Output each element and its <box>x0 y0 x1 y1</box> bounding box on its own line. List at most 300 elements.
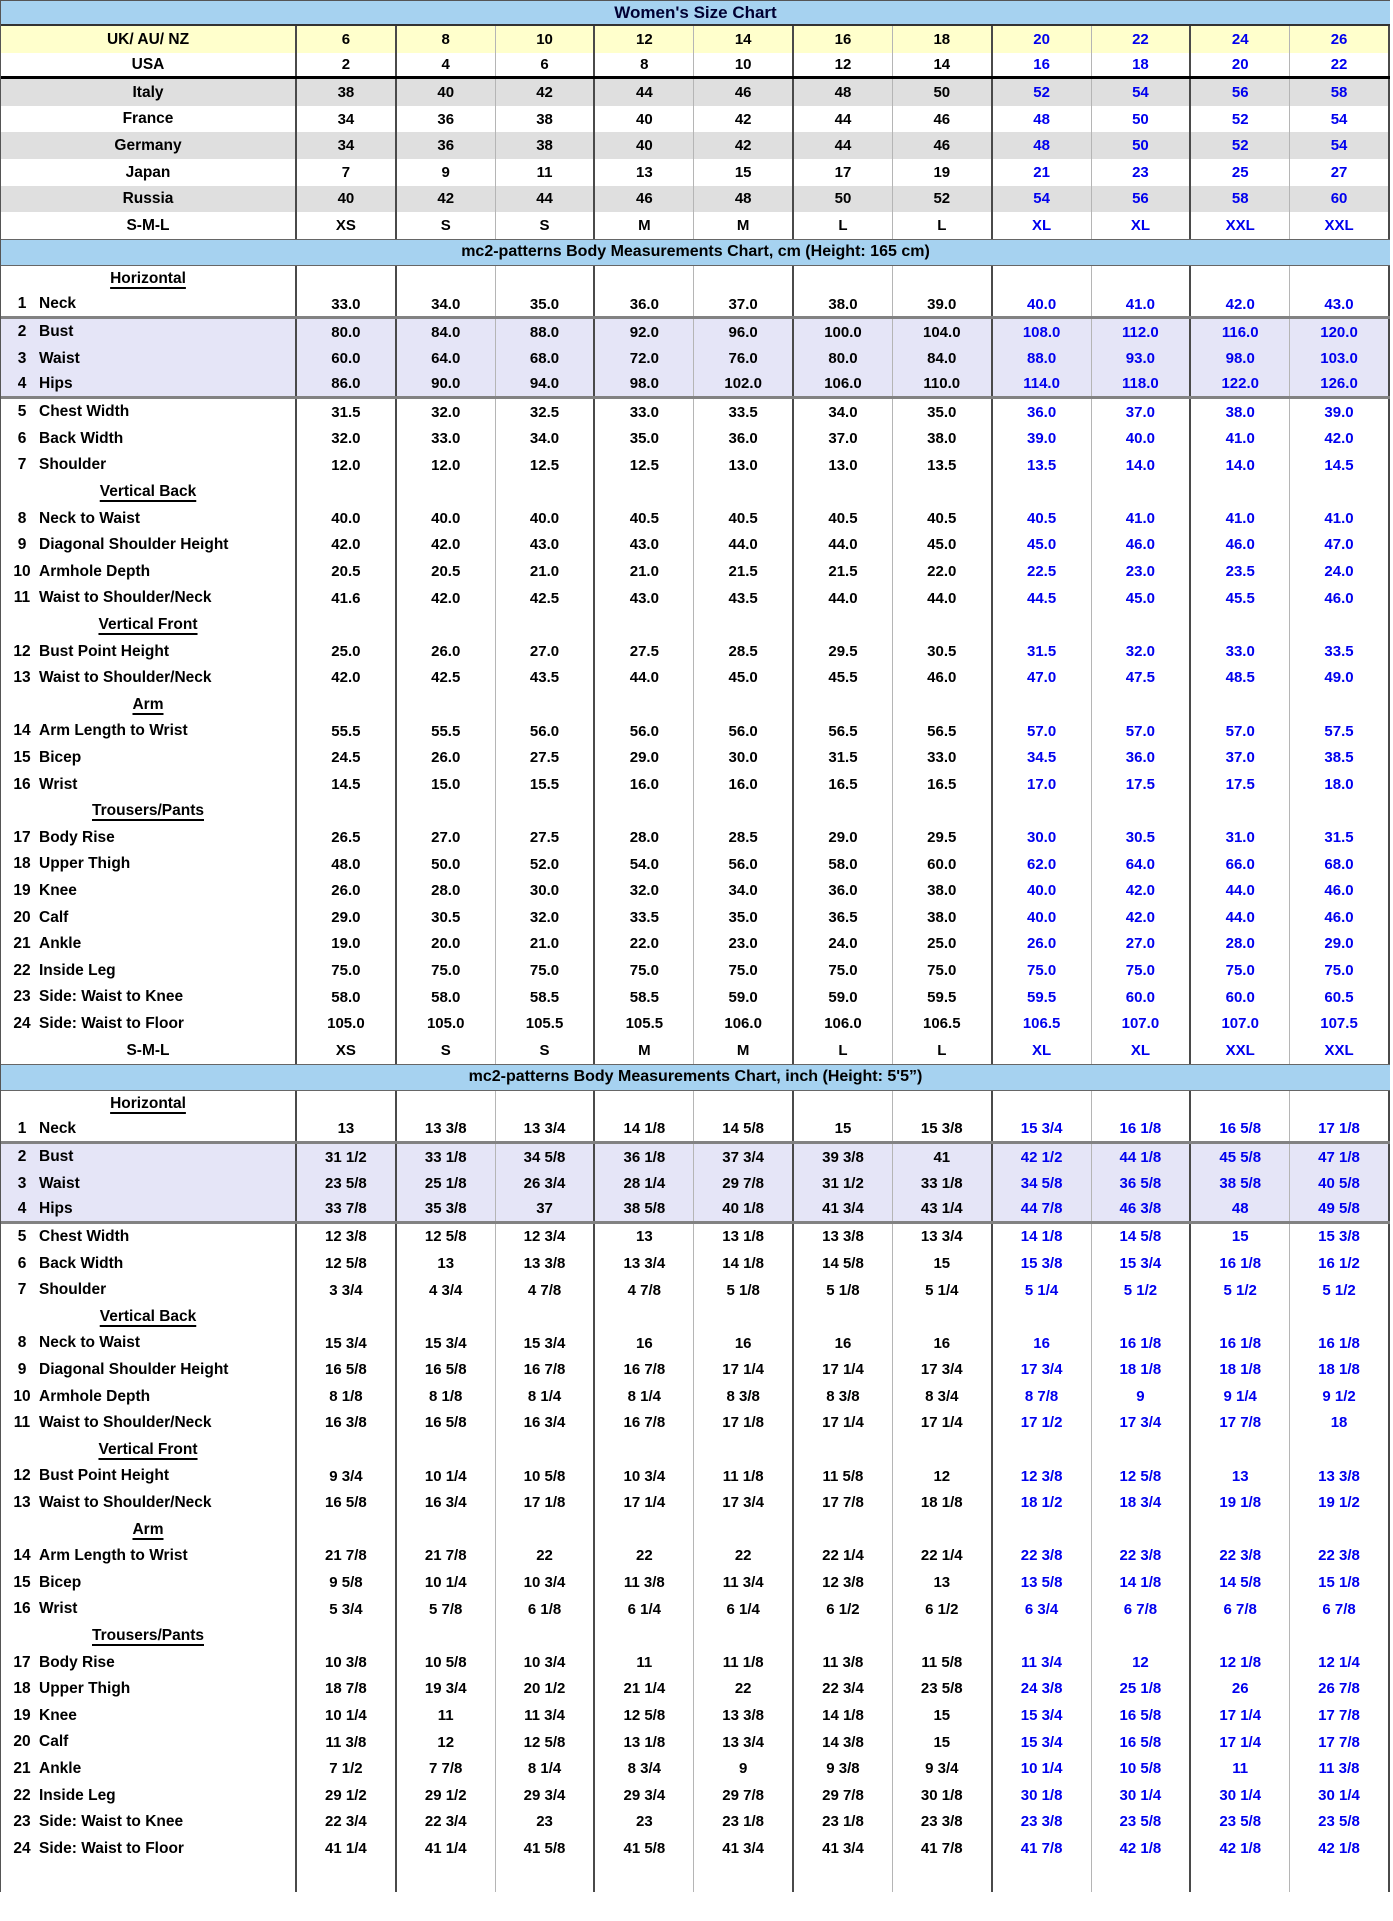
value-cell: 11 3/8 <box>1290 1755 1390 1782</box>
value-cell: 46 <box>694 79 794 106</box>
value-cell: 44.0 <box>794 532 893 559</box>
value-cell: 13 <box>595 159 694 186</box>
value-cell: 19 <box>893 159 993 186</box>
value-cell: 20 <box>993 26 1092 53</box>
value-cell: 46.0 <box>1092 532 1192 559</box>
row-label-cell <box>1 1010 297 1037</box>
row-label: Inside Leg <box>39 961 116 979</box>
value-cell: 42 <box>694 106 794 133</box>
table-row <box>1 798 1390 825</box>
row-label: Side: Waist to Floor <box>39 1839 184 1857</box>
row-number: 3 <box>17 1174 27 1192</box>
value-cell: 29.5 <box>794 638 893 665</box>
value-cell: 40.5 <box>794 505 893 532</box>
table-row <box>1 771 1390 798</box>
inch-measurements-section <box>1 1091 1390 1892</box>
value-cell <box>595 1622 694 1649</box>
value-cell: 23 <box>595 1809 694 1836</box>
value-cell: 25 1/8 <box>397 1170 496 1197</box>
value-cell: 44.0 <box>1191 877 1290 904</box>
value-cell: 13 5/8 <box>993 1569 1092 1596</box>
cm-chart-header: mc2-patterns Body Measurements Chart, cm (Height: 165 cm) <box>1 239 1390 266</box>
value-cell: 43.0 <box>595 532 694 559</box>
value-cell: 56.0 <box>694 851 794 878</box>
value-cell: 15 <box>794 1117 893 1141</box>
value-cell: 14.0 <box>1191 452 1290 479</box>
value-cell: 13.5 <box>893 452 993 479</box>
value-cell: 106.5 <box>893 1010 993 1037</box>
row-label-cell <box>1 212 297 239</box>
value-cell: 40.0 <box>1092 425 1192 452</box>
value-cell: 40.0 <box>397 505 496 532</box>
section-label-cell <box>1 691 297 718</box>
value-cell: 55.5 <box>297 718 397 745</box>
value-cell: 33.5 <box>1290 638 1390 665</box>
value-cell: 37.0 <box>694 292 794 316</box>
value-cell: 12 5/8 <box>595 1702 694 1729</box>
value-cell: 27.0 <box>397 824 496 851</box>
value-cell: 15 <box>893 1729 993 1756</box>
value-cell: 16 5/8 <box>1191 1117 1290 1141</box>
value-cell <box>794 479 893 506</box>
value-cell: 17 7/8 <box>1290 1702 1390 1729</box>
value-cell: 38 5/8 <box>595 1197 694 1221</box>
value-cell: 33.0 <box>1191 638 1290 665</box>
value-cell <box>694 1516 794 1543</box>
table-row <box>1 53 1390 80</box>
value-cell <box>694 611 794 638</box>
row-label: Diagonal Shoulder Height <box>39 536 229 554</box>
value-cell: 57.0 <box>1191 718 1290 745</box>
value-cell: 14 1/8 <box>694 1250 794 1277</box>
row-label: Waist <box>39 1174 80 1192</box>
value-cell: XL <box>993 212 1092 239</box>
value-cell: 46 <box>893 106 993 133</box>
value-cell: 35.0 <box>893 399 993 426</box>
value-cell: 46.0 <box>893 665 993 692</box>
table-row <box>1 1144 1390 1171</box>
value-cell <box>397 479 496 506</box>
value-cell <box>993 691 1092 718</box>
value-cell: 75.0 <box>794 957 893 984</box>
value-cell: 29 3/4 <box>595 1782 694 1809</box>
row-label: Ankle <box>39 935 82 953</box>
value-cell: 88.0 <box>993 346 1092 373</box>
row-label-cell <box>1 638 297 665</box>
table-row <box>1 585 1390 612</box>
value-cell: XXL <box>1191 1037 1290 1064</box>
value-cell: 11 <box>595 1649 694 1676</box>
value-cell: 98.0 <box>595 372 694 396</box>
value-cell: 16 5/8 <box>297 1357 397 1384</box>
value-cell: 35.0 <box>694 904 794 931</box>
value-cell: 12 <box>397 1729 496 1756</box>
value-cell <box>1191 611 1290 638</box>
section-label-cell <box>1 266 297 293</box>
section-label: Vertical Front <box>98 1440 198 1458</box>
row-number: 2 <box>17 323 27 341</box>
table-row <box>1 212 1390 239</box>
value-cell: 21 1/4 <box>595 1676 694 1703</box>
value-cell: 16 3/4 <box>496 1410 596 1437</box>
value-cell: 94.0 <box>496 372 596 396</box>
value-cell: 29.0 <box>1290 931 1390 958</box>
value-cell: 36.0 <box>794 877 893 904</box>
section-label: Arm <box>132 695 164 713</box>
row-label: Germany <box>114 136 182 154</box>
row-label: USA <box>131 55 165 73</box>
value-cell <box>1290 1091 1390 1118</box>
value-cell: 50.0 <box>397 851 496 878</box>
value-cell: 118.0 <box>1092 372 1192 396</box>
value-cell: 21 7/8 <box>397 1543 496 1570</box>
value-cell: 58.5 <box>496 984 596 1011</box>
value-cell: 58 <box>1290 79 1390 106</box>
row-label: Body Rise <box>39 1653 115 1671</box>
value-cell: 28.5 <box>694 824 794 851</box>
value-cell: 13.0 <box>794 452 893 479</box>
value-cell: 25.0 <box>893 931 993 958</box>
value-cell <box>794 798 893 825</box>
value-cell <box>297 1516 397 1543</box>
value-cell <box>496 798 596 825</box>
value-cell <box>297 1091 397 1118</box>
value-cell: 9 3/4 <box>893 1755 993 1782</box>
value-cell: 14 1/8 <box>794 1702 893 1729</box>
value-cell: 23 <box>496 1809 596 1836</box>
value-cell: 13 3/4 <box>893 1224 993 1251</box>
section-label-cell <box>1 1091 297 1118</box>
value-cell <box>794 1516 893 1543</box>
value-cell: 41.0 <box>1092 292 1192 316</box>
value-cell: 5 1/2 <box>1092 1277 1192 1304</box>
value-cell <box>893 1303 993 1330</box>
value-cell: 37.0 <box>794 425 893 452</box>
value-cell: 21.5 <box>794 558 893 585</box>
value-cell: 34.0 <box>794 399 893 426</box>
table-row <box>1 1117 1390 1144</box>
table-row <box>1 346 1390 373</box>
row-label: Waist to Shoulder/Neck <box>39 589 212 607</box>
value-cell <box>1290 691 1390 718</box>
value-cell <box>595 479 694 506</box>
value-cell: 17 1/4 <box>794 1357 893 1384</box>
value-cell: 12.0 <box>297 452 397 479</box>
table-row <box>1 479 1390 506</box>
value-cell: 26.5 <box>297 824 397 851</box>
value-cell <box>993 611 1092 638</box>
row-label-cell <box>1 931 297 958</box>
value-cell <box>1191 479 1290 506</box>
value-cell: 60.5 <box>1290 984 1390 1011</box>
value-cell: 80.0 <box>297 319 397 346</box>
value-cell: 15 3/8 <box>1290 1224 1390 1251</box>
value-cell: 10 3/4 <box>496 1569 596 1596</box>
value-cell: 108.0 <box>993 319 1092 346</box>
value-cell <box>297 266 397 293</box>
value-cell: 8 1/4 <box>496 1383 596 1410</box>
value-cell <box>1191 1622 1290 1649</box>
value-cell: 34.0 <box>694 877 794 904</box>
value-cell: 33.5 <box>595 904 694 931</box>
value-cell: 13 3/8 <box>794 1224 893 1251</box>
value-cell <box>1191 1303 1290 1330</box>
row-label: Neck <box>39 1120 77 1138</box>
value-cell <box>1092 1091 1192 1118</box>
row-label-cell <box>1 132 297 159</box>
value-cell: 59.0 <box>694 984 794 1011</box>
value-cell: 23 1/8 <box>694 1809 794 1836</box>
row-label: Wrist <box>39 1600 78 1618</box>
value-cell: 5 1/2 <box>1191 1277 1290 1304</box>
row-label-cell <box>1 399 297 426</box>
row-number: 19 <box>13 1706 31 1724</box>
value-cell: 15 3/4 <box>1092 1250 1192 1277</box>
value-cell: 57.0 <box>1092 718 1192 745</box>
row-label: Waist to Shoulder/Neck <box>39 669 212 687</box>
value-cell: 29 3/4 <box>496 1782 596 1809</box>
value-cell: 5 1/4 <box>893 1277 993 1304</box>
value-cell: 15 3/4 <box>993 1729 1092 1756</box>
row-label: Bicep <box>39 1573 82 1591</box>
value-cell: 12 3/8 <box>993 1463 1092 1490</box>
value-cell: 16 1/8 <box>1092 1330 1192 1357</box>
value-cell <box>1290 479 1390 506</box>
value-cell: 18 <box>1092 53 1192 77</box>
value-cell: 15 3/4 <box>993 1702 1092 1729</box>
value-cell: 29.0 <box>595 744 694 771</box>
value-cell: 41.0 <box>1092 505 1192 532</box>
section-label: Vertical Front <box>98 616 198 634</box>
row-number: 4 <box>17 1199 27 1217</box>
value-cell: 47.0 <box>993 665 1092 692</box>
section-label: Arm <box>132 1520 164 1538</box>
row-number: 5 <box>17 1228 27 1246</box>
value-cell: 37 <box>496 1197 596 1221</box>
value-cell <box>1290 1436 1390 1463</box>
value-cell: 17 1/2 <box>993 1410 1092 1437</box>
value-cell: 54 <box>1290 132 1390 159</box>
row-label: Knee <box>39 881 77 899</box>
row-label: Russia <box>122 190 174 208</box>
value-cell <box>893 691 993 718</box>
table-row <box>1 1516 1390 1543</box>
row-number: 18 <box>13 1680 31 1698</box>
value-cell <box>794 266 893 293</box>
value-cell: 36.0 <box>694 425 794 452</box>
value-cell: L <box>893 212 993 239</box>
value-cell <box>297 1862 397 1892</box>
value-cell: 45 5/8 <box>1191 1144 1290 1171</box>
value-cell: 21 <box>993 159 1092 186</box>
value-cell: 21.0 <box>595 558 694 585</box>
table-row <box>1 665 1390 692</box>
value-cell: 75.0 <box>1191 957 1290 984</box>
row-label: Arm Length to Wrist <box>39 722 188 740</box>
value-cell: 22 3/4 <box>297 1809 397 1836</box>
value-cell: 29 7/8 <box>694 1782 794 1809</box>
value-cell <box>297 611 397 638</box>
value-cell: 24.0 <box>1290 558 1390 585</box>
value-cell: 42.5 <box>397 665 496 692</box>
value-cell <box>397 1516 496 1543</box>
value-cell: 40.5 <box>595 505 694 532</box>
value-cell: 60.0 <box>297 346 397 373</box>
value-cell: 24.0 <box>794 931 893 958</box>
value-cell: 29 1/2 <box>297 1782 397 1809</box>
value-cell: 38 5/8 <box>1191 1170 1290 1197</box>
value-cell: 27.0 <box>496 638 596 665</box>
value-cell: 80.0 <box>794 346 893 373</box>
value-cell: 62.0 <box>993 851 1092 878</box>
value-cell: 38.0 <box>1191 399 1290 426</box>
value-cell: 6 7/8 <box>1290 1596 1390 1623</box>
row-number: 8 <box>17 509 27 527</box>
row-label-cell <box>1 346 297 373</box>
value-cell: 43 1/4 <box>893 1197 993 1221</box>
value-cell: 22.5 <box>993 558 1092 585</box>
value-cell: 19 1/8 <box>1191 1489 1290 1516</box>
value-cell: 16 5/8 <box>397 1357 496 1384</box>
row-number: 20 <box>13 908 31 926</box>
value-cell: 105.0 <box>297 1010 397 1037</box>
value-cell: 56 <box>1092 186 1192 213</box>
value-cell: 16 <box>595 1330 694 1357</box>
value-cell <box>1092 691 1192 718</box>
value-cell <box>496 1862 596 1892</box>
value-cell: 22 <box>694 1543 794 1570</box>
value-cell: 36.0 <box>595 292 694 316</box>
row-number: 21 <box>13 1759 31 1777</box>
value-cell: 44.0 <box>1191 904 1290 931</box>
value-cell <box>595 1091 694 1118</box>
value-cell: 10 5/8 <box>397 1649 496 1676</box>
value-cell: L <box>794 1037 893 1064</box>
value-cell: 75.0 <box>694 957 794 984</box>
value-cell: 40 <box>397 79 496 106</box>
value-cell: 23 <box>1092 159 1192 186</box>
row-label-cell <box>1 1835 297 1862</box>
row-number: 10 <box>13 562 31 580</box>
row-number: 12 <box>13 642 31 660</box>
value-cell: 18 1/8 <box>1290 1357 1390 1384</box>
value-cell: 44 <box>595 79 694 106</box>
table-row <box>1 132 1390 159</box>
value-cell: 2 <box>297 53 397 77</box>
value-cell <box>1092 1516 1192 1543</box>
value-cell: 96.0 <box>694 319 794 346</box>
value-cell: 15 1/8 <box>1290 1569 1390 1596</box>
value-cell: 50 <box>1092 132 1192 159</box>
value-cell: 22.0 <box>893 558 993 585</box>
value-cell: 9 5/8 <box>297 1569 397 1596</box>
row-number: 4 <box>17 375 27 393</box>
row-label: Hips <box>39 375 73 393</box>
value-cell: 75.0 <box>297 957 397 984</box>
value-cell: 68.0 <box>496 346 596 373</box>
value-cell: 14 1/8 <box>595 1117 694 1141</box>
value-cell: 42.0 <box>397 585 496 612</box>
value-cell: 106.5 <box>993 1010 1092 1037</box>
row-number: 16 <box>13 1600 31 1618</box>
value-cell: S <box>397 1037 496 1064</box>
row-number: 15 <box>13 748 31 766</box>
value-cell: 20.5 <box>397 558 496 585</box>
value-cell: 6 <box>297 26 397 53</box>
value-cell: 27.5 <box>496 824 596 851</box>
value-cell: 42.0 <box>1191 292 1290 316</box>
table-row <box>1 851 1390 878</box>
row-number: 7 <box>17 1281 27 1299</box>
table-row <box>1 425 1390 452</box>
value-cell: 12 5/8 <box>496 1729 596 1756</box>
value-cell <box>1092 1862 1192 1892</box>
value-cell: 31.5 <box>1290 824 1390 851</box>
row-label-cell <box>1 106 297 133</box>
row-label: Bust Point Height <box>39 1467 170 1485</box>
row-label-cell <box>1 372 297 396</box>
value-cell: 31.5 <box>993 638 1092 665</box>
value-cell: 16 <box>794 1330 893 1357</box>
table-row <box>1 824 1390 851</box>
row-number: 1 <box>17 1120 27 1138</box>
value-cell: 13 3/4 <box>496 1117 596 1141</box>
value-cell: 32.0 <box>397 399 496 426</box>
value-cell: 23 5/8 <box>1290 1809 1390 1836</box>
value-cell: 22 <box>694 1676 794 1703</box>
value-cell: 6 1/4 <box>595 1596 694 1623</box>
value-cell: 22 <box>496 1543 596 1570</box>
value-cell: 26 <box>1191 1676 1290 1703</box>
row-label-cell <box>1 1702 297 1729</box>
row-label: S-M-L <box>126 216 170 234</box>
value-cell: 11 <box>1191 1755 1290 1782</box>
value-cell: 6 7/8 <box>1092 1596 1192 1623</box>
value-cell: 22.0 <box>595 931 694 958</box>
value-cell: 29 1/2 <box>397 1782 496 1809</box>
value-cell: 12 3/4 <box>496 1224 596 1251</box>
value-cell: 41.0 <box>1290 505 1390 532</box>
value-cell <box>893 1622 993 1649</box>
value-cell: 14 <box>694 26 794 53</box>
row-number: 22 <box>13 961 31 979</box>
value-cell: 28.0 <box>1191 931 1290 958</box>
value-cell: 26.0 <box>397 638 496 665</box>
value-cell: 5 1/2 <box>1290 1277 1390 1304</box>
value-cell: 126.0 <box>1290 372 1390 396</box>
value-cell: 17 7/8 <box>1191 1410 1290 1437</box>
row-label: Bust <box>39 1148 74 1166</box>
value-cell <box>1290 266 1390 293</box>
inch-chart-header: mc2-patterns Body Measurements Chart, inch (Height: 5'5”) <box>1 1064 1390 1091</box>
value-cell: 38 <box>297 79 397 106</box>
value-cell: 14 1/8 <box>993 1224 1092 1251</box>
table-row <box>1 1569 1390 1596</box>
value-cell: 8 <box>397 26 496 53</box>
row-label: Neck to Waist <box>39 1334 141 1352</box>
value-cell: 13 <box>297 1117 397 1141</box>
value-cell: 36 <box>397 132 496 159</box>
row-label: Bicep <box>39 748 82 766</box>
value-cell: 48 <box>694 186 794 213</box>
value-cell: 15 3/4 <box>397 1330 496 1357</box>
row-label: Bust <box>39 323 74 341</box>
value-cell: 27.5 <box>595 638 694 665</box>
value-cell: 16 1/8 <box>1092 1117 1192 1141</box>
value-cell: 46 <box>595 186 694 213</box>
value-cell: 60.0 <box>1092 984 1192 1011</box>
value-cell <box>993 1516 1092 1543</box>
